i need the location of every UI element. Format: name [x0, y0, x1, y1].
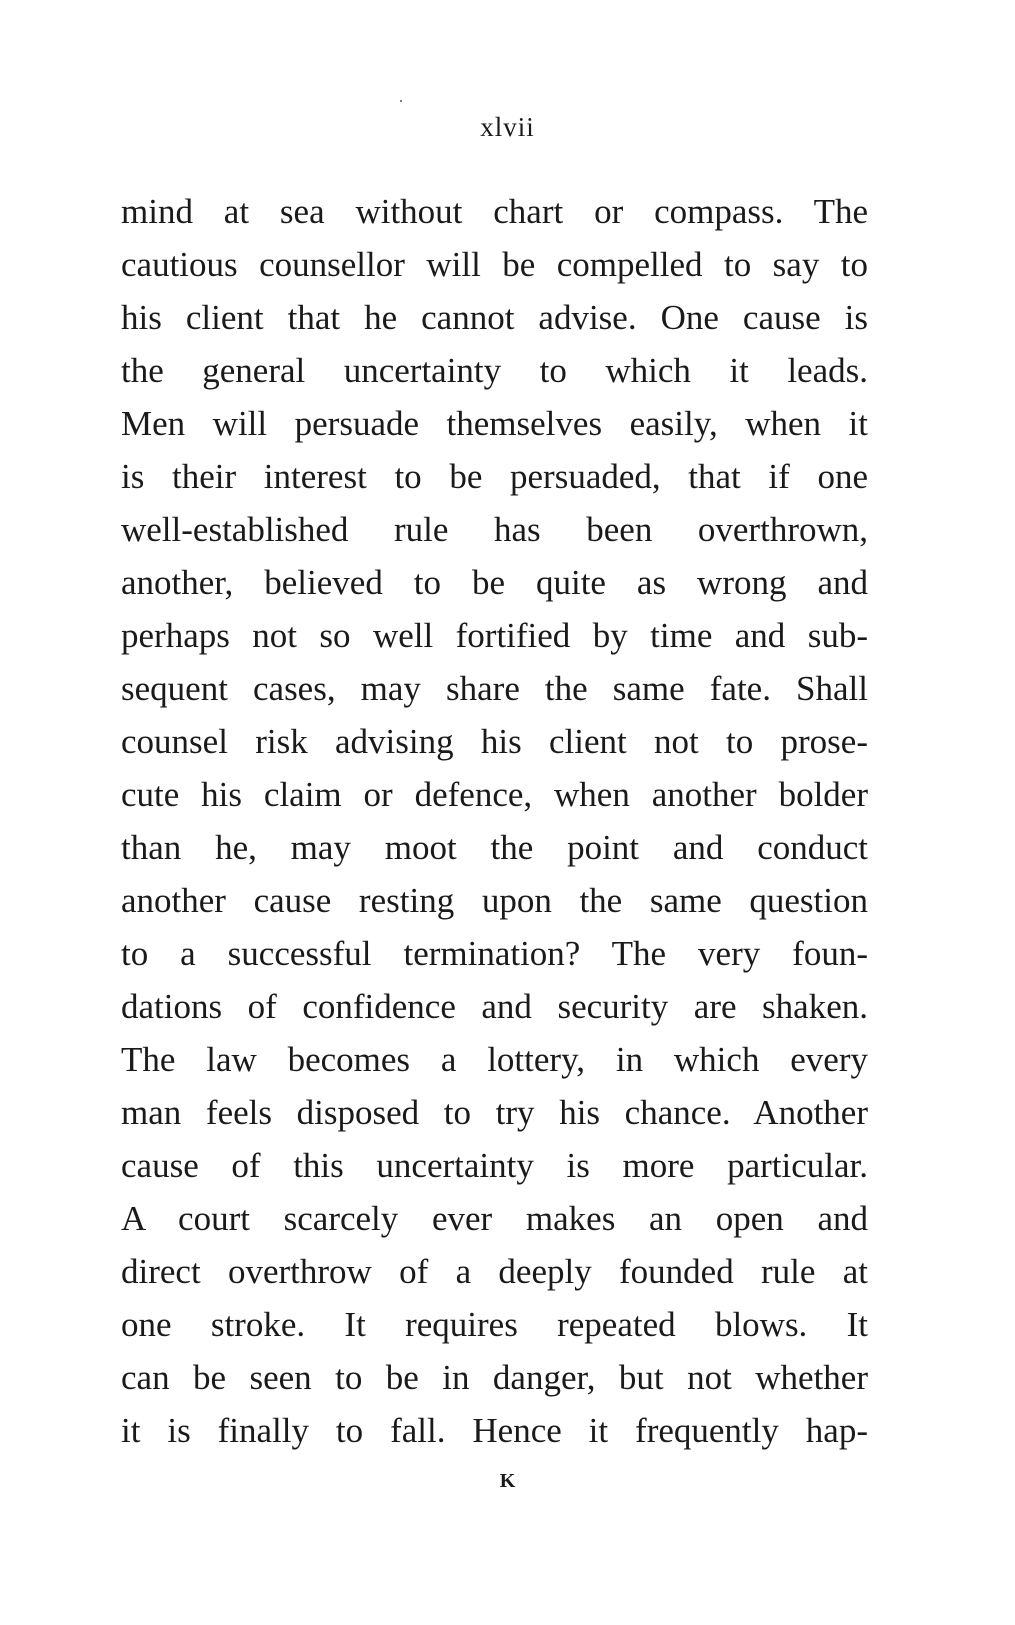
text-line: it is finally to fall. Hence it frequently hap- [121, 1411, 868, 1450]
text-line: direct overthrow of a deeply founded rule at [121, 1252, 868, 1291]
body-text [121, 185, 868, 1457]
text-line: cause of this uncertainty is more particular. [121, 1146, 868, 1185]
text-line: can be seen to be in danger, but not whether [121, 1358, 868, 1397]
page-number: xlvii [480, 112, 535, 142]
text-line: one stroke. It requires repeated blows. It [121, 1305, 868, 1344]
text-line: the general uncertainty to which it leads. [121, 351, 868, 390]
text-line: perhaps not so well fortified by time and sub- [121, 616, 868, 655]
text-line: another, believed to be quite as wrong and [121, 563, 868, 602]
text-line: A court scarcely ever makes an open and [121, 1199, 868, 1238]
text-line: than he, may moot the point and conduct [121, 828, 868, 867]
text-line: cute his claim or defence, when another bolder [121, 775, 868, 814]
text-line: cautious counsellor will be compelled to say to [121, 245, 868, 284]
text-line: dations of confidence and security are shaken. [121, 987, 868, 1026]
text-line: sequent cases, may share the same fate. Shall [121, 669, 868, 708]
text-line: The law becomes a lottery, in which every [121, 1040, 868, 1079]
paper-speck [400, 100, 402, 102]
text-line: another cause resting upon the same question [121, 881, 868, 920]
text-line: counsel risk advising his client not to prose- [121, 722, 868, 761]
text-line: to a successful termination? The very foun- [121, 934, 868, 973]
text-line: his client that he cannot advise. One cause is [121, 298, 868, 337]
signature-mark: K [499, 1470, 516, 1492]
text-line: man feels disposed to try his chance. Another [121, 1093, 868, 1132]
text-line: is their interest to be persuaded, that if one [121, 457, 868, 496]
text-line: Men will persuade themselves easily, when it [121, 404, 868, 443]
text-line: well-established rule has been overthrown, [121, 510, 868, 549]
text-line: mind at sea without chart or compass. The [121, 192, 868, 231]
